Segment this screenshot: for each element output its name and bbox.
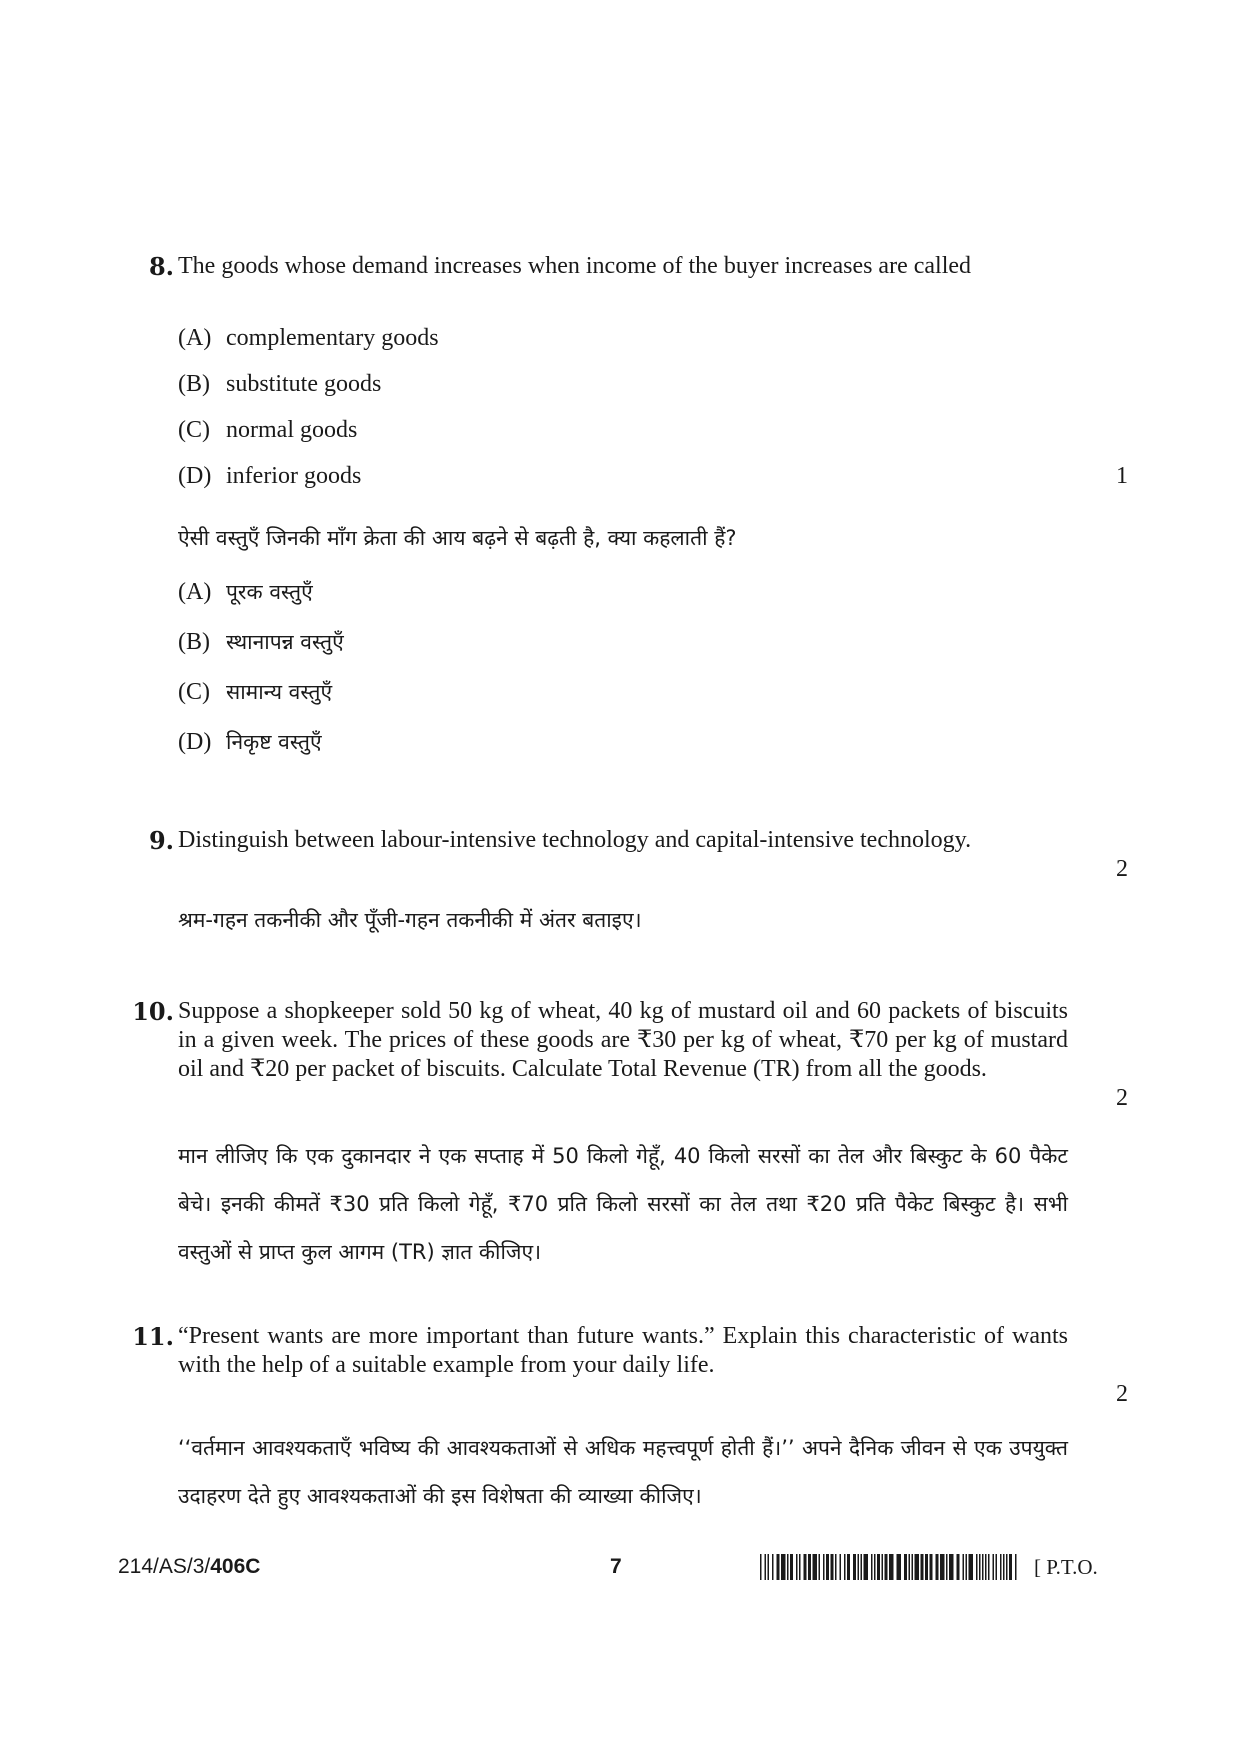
barcode-bar (760, 1554, 762, 1580)
question-number: 10. (132, 997, 174, 1026)
question-text: Suppose a shopkeeper sold 50 kg of wheat, 40 kg of mustard oil and 60 packets of biscuits in a given week. The prices of these goods are ₹30 per kg of wheat, ₹70 per kg of mustard oil and ₹20 per packet of biscuits. Calculate Total Revenue (TR) from all the goods. (178, 998, 1068, 1082)
paper-code-prefix: 214/AS/3/ (118, 1555, 211, 1578)
option-c (178, 416, 357, 445)
barcode-bar (979, 1554, 981, 1580)
option-text: normal goods (226, 417, 358, 443)
barcode-bar (963, 1554, 965, 1580)
barcode-bar (897, 1554, 902, 1580)
option-text: स्थानापन्न वस्तुएँ (226, 630, 344, 654)
question-text-hindi: श्रम-गहन तकनीकी और पूँजी-गहन तकनीकी में अंतर बताइए। (178, 908, 642, 932)
barcode-bar (904, 1554, 907, 1580)
question-body (178, 1322, 1068, 1380)
barcode-bar (1006, 1554, 1008, 1580)
option-text: सामान्य वस्तुएँ (226, 680, 333, 704)
option-text: complementary goods (226, 325, 439, 351)
barcode-bar (921, 1554, 924, 1580)
question-body (178, 997, 1068, 1084)
question-number: 11. (132, 1322, 174, 1351)
barcode-bar (882, 1554, 884, 1580)
barcode-bar (1015, 1554, 1017, 1580)
barcode-bar (925, 1554, 928, 1580)
option-label: (C) (178, 679, 210, 705)
barcode-bar (993, 1554, 995, 1580)
barcode-bar (1003, 1554, 1005, 1580)
barcode-bar (799, 1554, 801, 1580)
barcode-bar (912, 1554, 914, 1580)
barcode-bar (844, 1554, 846, 1580)
option-label: (B) (178, 371, 210, 397)
barcode-bar (1000, 1554, 1002, 1580)
question-text: “Present wants are more important than future wants.” Explain this characteristic of wants with the help of a suitable example from your daily life. (178, 1323, 1068, 1378)
option-label: (D) (178, 729, 212, 755)
barcode-bar (874, 1554, 876, 1580)
option-label: (A) (178, 579, 212, 605)
barcode-bar (871, 1554, 873, 1580)
barcode-bar (936, 1554, 939, 1580)
barcode-bar (858, 1554, 860, 1580)
question-body (178, 826, 1068, 855)
barcode-bar (861, 1554, 863, 1580)
barcode-bar (969, 1554, 974, 1580)
barcode-bar (976, 1554, 978, 1580)
barcode-bar (790, 1554, 793, 1580)
barcode-bar (813, 1554, 818, 1580)
option-label: (D) (178, 463, 212, 489)
barcode-bar (847, 1554, 850, 1580)
barcode-bar (765, 1554, 767, 1580)
barcode-bar (864, 1554, 869, 1580)
barcode-bar (826, 1554, 829, 1580)
barcode-bar (949, 1554, 954, 1580)
marks: 2 (1116, 1381, 1128, 1407)
question-text-hindi: मान लीजिए कि एक दुकानदार ने एक सप्ताह में 50 किलो गेहूँ, 40 किलो सरसों का तेल और बिस्कुट के 60 पैकेट बेचे। इनकी कीमतें ₹30 प्रति किलो गेहूँ, ₹70 प्रति किलो सरसों का तेल तथा ₹20 प्रति पैकेट बिस्कुट है। सभी वस्तुओं से प्राप्त कुल आगम (TR) ज्ञात कीजिए। (178, 1144, 1068, 1264)
question-body-hindi (178, 1424, 1068, 1520)
option-b (178, 370, 381, 399)
option-a-hindi (178, 578, 313, 607)
question-body-hindi (178, 896, 1068, 944)
barcode-bar (768, 1554, 770, 1580)
barcode-bar (966, 1554, 968, 1580)
barcode-bar (930, 1554, 933, 1580)
question-text: The goods whose demand increases when income of the buyer increases are called (178, 253, 972, 279)
barcode-bar (988, 1554, 990, 1580)
barcode-bar (787, 1554, 789, 1580)
paper-code-bold: 406C (210, 1555, 261, 1578)
barcode-bar (831, 1554, 834, 1580)
barcode-bar (1009, 1554, 1012, 1580)
question-number: 9. (148, 826, 174, 855)
barcode-bar (957, 1554, 960, 1580)
option-a (178, 324, 439, 353)
barcode-bar (877, 1554, 880, 1580)
barcode-bar (985, 1554, 987, 1580)
barcode-bar (885, 1554, 888, 1580)
barcode-icon (760, 1554, 1022, 1580)
barcode-bar (909, 1554, 911, 1580)
option-c-hindi (178, 678, 332, 707)
marks: 2 (1116, 1085, 1128, 1111)
barcode-bar (823, 1554, 825, 1580)
barcode-bar (772, 1554, 774, 1580)
barcode-bar (982, 1554, 984, 1580)
marks: 1 (1116, 463, 1128, 489)
option-b-hindi (178, 628, 344, 657)
barcode-bar (940, 1554, 945, 1580)
question-body (178, 252, 1068, 281)
barcode-bar (777, 1554, 780, 1580)
option-d-hindi (178, 728, 322, 757)
barcode-bar (796, 1554, 798, 1580)
page-number: 7 (610, 1555, 622, 1578)
barcode-bar (808, 1554, 811, 1580)
barcode-bar (781, 1554, 786, 1580)
pto-label: [ P.T.O. (1034, 1555, 1098, 1579)
option-label: (C) (178, 417, 210, 443)
option-text: निकृष्ट वस्तुएँ (226, 730, 322, 754)
barcode-bar (819, 1554, 821, 1580)
option-text: पूरक वस्तुएँ (226, 580, 313, 604)
question-text-hindi: ऐसी वस्तुएँ जिनकी माँग क्रेता की आय बढ़ने से बढ़ती है, क्या कहलाती हैं? (178, 526, 737, 550)
barcode-bar (840, 1554, 842, 1580)
option-text: inferior goods (226, 463, 362, 489)
marks: 2 (1116, 856, 1128, 882)
page-footer (0, 1552, 1241, 1592)
option-label: (A) (178, 325, 212, 351)
barcode-bar (996, 1554, 998, 1580)
barcode-bar (915, 1554, 920, 1580)
question-body-hindi (178, 514, 1068, 562)
question-text: Distinguish between labour-intensive technology and capital-intensive technology. (178, 827, 972, 853)
barcode-bar (853, 1554, 856, 1580)
option-d (178, 462, 361, 491)
barcode-bar (889, 1554, 894, 1580)
paper-code (118, 1552, 260, 1582)
question-text-hindi: ‘‘वर्तमान आवश्यकताएँ भविष्य की आवश्यकताओं से अधिक महत्त्वपूर्ण होती हैं।’’ अपने दैनिक जीवन से एक उपयुक्त उदाहरण देते हुए आवश्यकताओं की इस विशेषता की व्याख्या कीजिए। (178, 1436, 1068, 1508)
question-body-hindi (178, 1132, 1068, 1276)
barcode-bar (835, 1554, 837, 1580)
question-number: 8. (148, 252, 174, 281)
option-label: (B) (178, 629, 210, 655)
barcode-bar (804, 1554, 807, 1580)
option-text: substitute goods (226, 371, 382, 397)
barcode-bar (946, 1554, 948, 1580)
